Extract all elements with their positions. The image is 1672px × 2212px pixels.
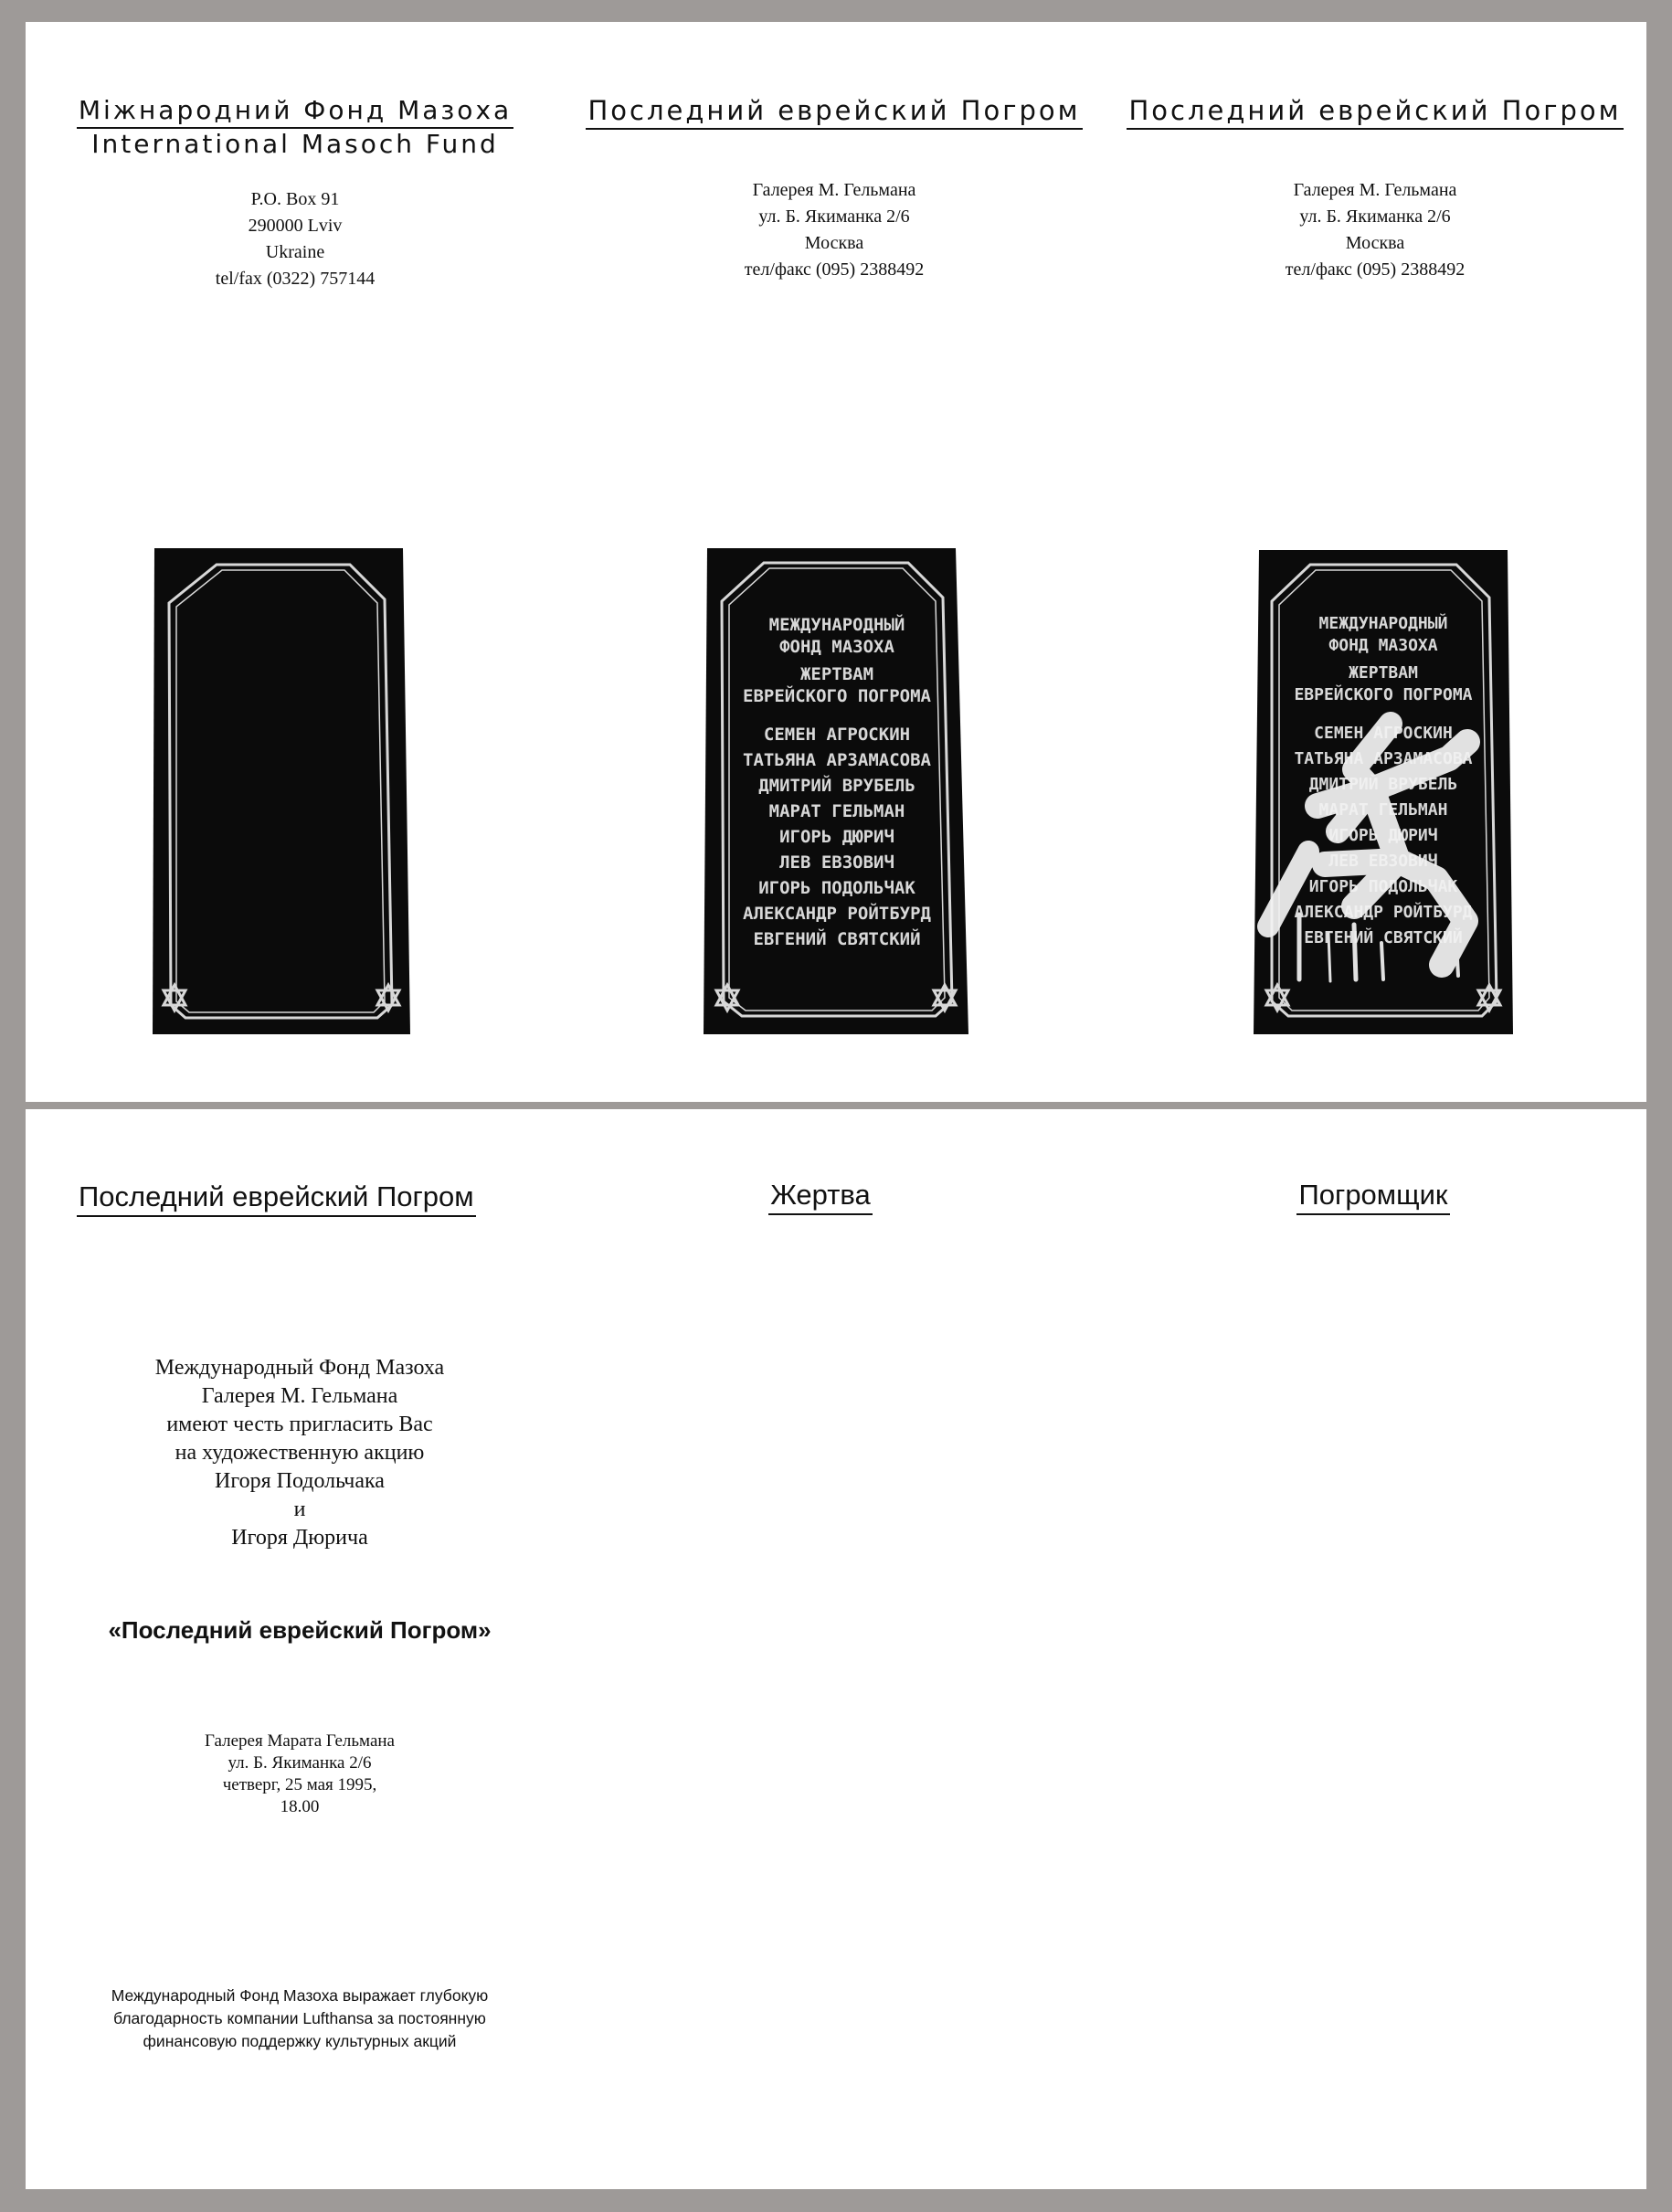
- venue-line: 18.00: [280, 1797, 320, 1816]
- plaque-line: СЕМЕН АГРОСКИН: [1314, 724, 1453, 743]
- plaque-line: АЛЕКСАНДР РОЙТБУРД: [743, 904, 931, 924]
- invitation-line: Игоря Дюрича: [231, 1526, 368, 1550]
- invitation-line: Международный Фонд Мазоха: [154, 1356, 445, 1380]
- venue-block: [26, 1730, 574, 1818]
- heading-masoch-fund-ukr: Міжнародний Фонд Мазоха: [77, 95, 513, 129]
- invitation-line: Игоря Подольчака: [215, 1469, 385, 1493]
- address-line: ул. Б. Якиманка 2/6: [758, 206, 910, 227]
- plaque-line: ЖЕРТВАМ: [799, 664, 874, 684]
- venue-line: ул. Б. Якиманка 2/6: [228, 1753, 372, 1773]
- plaque-line: МАРАТ ГЕЛЬМАН: [768, 801, 905, 821]
- plaque-line: МЕЖДУНАРОДНЫЙ: [768, 615, 905, 635]
- thanks-note: [26, 1984, 574, 2053]
- sheet-bottom: [26, 1109, 1646, 2189]
- invitation-line: и: [293, 1498, 306, 1521]
- venue-line: четверг, 25 мая 1995,: [222, 1775, 377, 1794]
- invitation-line: на художественную акцию: [175, 1441, 425, 1465]
- sheet-top: [26, 22, 1646, 1102]
- plaque-line: ФОНД МАЗОХА: [779, 637, 894, 657]
- address-block: [565, 177, 1104, 283]
- plaque-line: ЕВГЕНИЙ СВЯТСКИЙ: [1304, 928, 1463, 947]
- heading-last-pogrom: Последний еврейский Погром: [77, 1180, 476, 1217]
- address-line: Москва: [1345, 233, 1405, 253]
- invitation-line: имеют честь пригласить Вас: [166, 1413, 433, 1436]
- heading-pogromist: Погромщик: [1296, 1179, 1449, 1215]
- plaque-line: ИГОРЬ ДЮРИЧ: [779, 827, 894, 847]
- plaque-line: ЕВГЕНИЙ СВЯТСКИЙ: [753, 929, 921, 949]
- address-line: Галерея М. Гельмана: [752, 180, 916, 200]
- column-pogromist: [1113, 1109, 1646, 2189]
- address-block: [1104, 177, 1646, 283]
- venue-line: Галерея Марата Гельмана: [205, 1731, 395, 1751]
- address-line: Галерея М. Гельмана: [1293, 180, 1457, 200]
- plaque-line: ДМИТРИЙ ВРУБЕЛЬ: [758, 776, 915, 796]
- thanks-line: благодарность компании Lufthansa за постоянную: [113, 2009, 486, 2027]
- plaque-line: ЕВРЕЙСКОГО ПОГРОМА: [1294, 685, 1473, 704]
- plaque-line: МАРАТ ГЕЛЬМАН: [1318, 800, 1448, 820]
- address-line: 290000 Lviv: [248, 216, 343, 236]
- column-victim: [574, 1109, 1113, 2189]
- heading-last-pogrom: Последний еврейский Погром: [586, 95, 1082, 130]
- plaque-line: АЛЕКСАНДР РОЙТБУРД: [1294, 903, 1473, 922]
- plaque-line: МЕЖДУНАРОДНЫЙ: [1318, 614, 1448, 633]
- address-line: Москва: [804, 233, 864, 253]
- address-line: тел/факс (095) 2388492: [1285, 259, 1466, 280]
- address-block: [26, 186, 565, 292]
- plaque-line: ДМИТРИЙ ВРУБЕЛЬ: [1308, 775, 1458, 794]
- thanks-line: Международный Фонд Мазоха выражает глубокую: [111, 1986, 489, 2005]
- heading-victim: Жертва: [768, 1179, 873, 1215]
- column-invitation: [26, 1109, 574, 2189]
- plaque-vandalized: [1254, 550, 1513, 1034]
- plaque-line: ЛЕВ ЕВЗОВИЧ: [1328, 852, 1438, 871]
- heading-masoch-fund-eng: International Masoch Fund: [91, 129, 499, 159]
- invitation-text: [26, 1354, 574, 1552]
- plaque-line: ЖЕРТВАМ: [1349, 663, 1418, 683]
- column-masoch-fund: [26, 22, 565, 1102]
- plaque-names: [704, 548, 970, 1034]
- address-line: tel/fax (0322) 757144: [215, 269, 376, 289]
- plaque-line: СЕМЕН АГРОСКИН: [763, 725, 911, 745]
- plaque-vandalized-graphic: [1254, 550, 1513, 1034]
- plaque-line: ФОНД МАЗОХА: [1328, 636, 1438, 655]
- event-title: «Последний еврейский Погром»: [108, 1616, 492, 1644]
- plaque-line: ИГОРЬ ПОДОЛЬЧАК: [1308, 877, 1458, 896]
- address-line: P.O. Box 91: [250, 189, 340, 209]
- thanks-line: финансовую поддержку культурных акций: [143, 2032, 457, 2050]
- column-pogrom-plaque: [565, 22, 1104, 1102]
- heading-last-pogrom: Последний еврейский Погром: [1127, 95, 1623, 130]
- address-line: Ukraine: [265, 242, 325, 262]
- column-pogrom-vandalized: [1104, 22, 1646, 1102]
- plaque-line: ТАТЬЯНА АРЗАМАСОВА: [1294, 749, 1473, 768]
- plaque-line: ЕВРЕЙСКОГО ПОГРОМА: [743, 686, 931, 706]
- plaque-blank: [153, 548, 410, 1034]
- plaque-line: ТАТЬЯНА АРЗАМАСОВА: [743, 750, 931, 770]
- plaque-line: ИГОРЬ ПОДОЛЬЧАК: [758, 878, 915, 898]
- invitation-line: Галерея М. Гельмана: [201, 1384, 398, 1408]
- plaque-line: ИГОРЬ ДЮРИЧ: [1328, 826, 1438, 845]
- plaque-blank-graphic: [153, 548, 410, 1034]
- plaque-line: ЛЕВ ЕВЗОВИЧ: [779, 852, 894, 873]
- address-line: ул. Б. Якиманка 2/6: [1299, 206, 1451, 227]
- address-line: тел/факс (095) 2388492: [744, 259, 925, 280]
- plaque-names-graphic: [704, 548, 970, 1034]
